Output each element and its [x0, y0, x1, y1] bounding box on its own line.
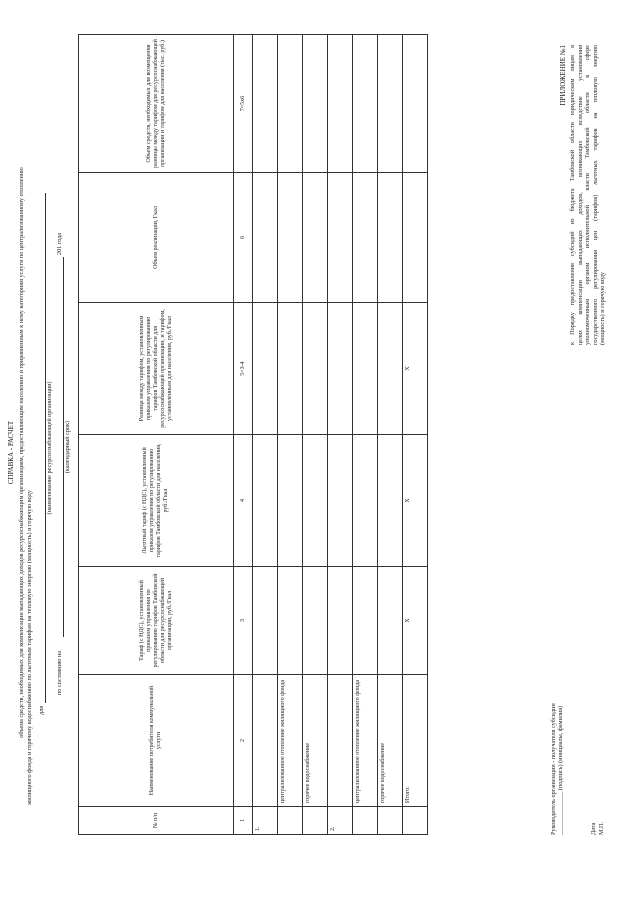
- value-cell: [378, 567, 403, 675]
- header-cell: Объем реализации, Гкал: [79, 173, 234, 303]
- value-cell: [328, 35, 353, 173]
- value-cell: [253, 435, 278, 567]
- period-caption: (календарный срок): [64, 420, 71, 474]
- header-cell: Льготный тариф (с НДС), установленный приказом управления по регулированию тарифов Тамбовской области для населения, руб./Гкал: [79, 435, 234, 567]
- column-number: 5=3-4: [234, 303, 253, 435]
- head-label: Руководитель организации - получателя субсидии: [550, 703, 557, 835]
- header-cell: Объем средств, необходимых для возмещения разницы между тарифом для ресурсоснабжающей организации и тарифом для населения (тыс. руб.): [79, 35, 234, 173]
- column-number: 3: [234, 567, 253, 675]
- value-cell: Х: [403, 303, 428, 435]
- consumer-name-cell: горячее водоснабжение: [378, 675, 403, 807]
- sign-caption-text: (подпись) (инициалы, фамилия): [557, 705, 565, 791]
- column-number: 7=5х6: [234, 35, 253, 173]
- value-cell: [303, 567, 328, 675]
- value-cell: [303, 173, 328, 303]
- value-cell: [303, 435, 328, 567]
- value-cell: Х: [403, 435, 428, 567]
- value-cell: [253, 35, 278, 173]
- column-number-row: [234, 35, 253, 835]
- value-cell: [328, 435, 353, 567]
- row-number-cell: [303, 807, 328, 835]
- appendix-line: уполномоченным органом исполнительной власти Тамбовской области в сфере: [584, 45, 592, 345]
- column-number: 4: [234, 435, 253, 567]
- document-subtitle-2: жилищного фонда и горячему водоснабжению по льготным тарифам на тепловую энергию (мощность) и горячую воду: [26, 490, 33, 805]
- document-title: СПРАВКА - РАСЧЕТ: [7, 420, 15, 485]
- row-number-cell: [353, 807, 378, 835]
- column-number: 2: [234, 675, 253, 807]
- sign-caption: ______________ (подпись) (инициалы, фамилия): [557, 705, 565, 835]
- value-cell: [278, 435, 303, 567]
- consumer-name-cell: Итого:: [403, 675, 428, 807]
- stamp-label: М.П.: [598, 821, 605, 835]
- value-cell: [403, 35, 428, 173]
- value-cell: [303, 303, 328, 435]
- value-cell: [253, 303, 278, 435]
- as-of-label: по состоянию на: [56, 651, 63, 695]
- header-cell: Разница между тарифом, установленным приказом управления по регулированию тарифов Тамбовской области для ресурсоснабжающей организации, и тарифом, установленным для населения, руб./Гкал: [79, 303, 234, 435]
- value-cell: [328, 173, 353, 303]
- value-cell: [378, 303, 403, 435]
- appendix-title: ПРИЛОЖЕНИЕ №1: [559, 45, 567, 106]
- row-number-cell: 1.: [253, 807, 278, 835]
- column-number: 6: [234, 173, 253, 303]
- value-cell: [278, 303, 303, 435]
- row-number-cell: 2.: [328, 807, 353, 835]
- value-cell: [328, 567, 353, 675]
- value-cell: [403, 173, 428, 303]
- table-header-row: [79, 35, 234, 835]
- header-cell: Тариф (с НДС), установленный приказом управления по регулированию тарифов Тамбовской области для ресурсоснабжающей организации, руб./Гкал: [79, 567, 234, 675]
- appendix-line: (мощность) и горячую воду: [599, 272, 607, 345]
- value-cell: [378, 173, 403, 303]
- consumer-name-cell: централизованное отопление жилищного фонда: [278, 675, 303, 807]
- row-number-cell: [378, 807, 403, 835]
- value-cell: [303, 35, 328, 173]
- document-subtitle: объема средств, необходимых для компенсации выпадающих доходов ресурсоснабжающим организациям, предоставляющим населению и приравненным к нему категориям услуги по централизованному отоплению: [18, 167, 25, 738]
- footer-block: [550, 703, 565, 835]
- row-number-cell: [403, 807, 428, 835]
- value-cell: [378, 35, 403, 173]
- consumer-name-cell: [253, 675, 278, 807]
- row-number-cell: [278, 807, 303, 835]
- value-cell: [278, 173, 303, 303]
- table-row: [403, 35, 428, 835]
- header-cell: Наименование потребителя коммунальной услуги: [79, 675, 234, 807]
- date-label: Дата: [590, 822, 597, 835]
- year-label: 201 года: [56, 232, 63, 255]
- calculation-table: [78, 34, 428, 835]
- consumer-name-cell: централизованное отопление жилищного фонда: [353, 675, 378, 807]
- value-cell: [353, 435, 378, 567]
- appendix-block: [560, 45, 606, 345]
- appendix-line: к Порядку предоставления субсидий из бюджета Тамбовской области юридическим лицам в: [569, 45, 577, 345]
- org-caption: (наименование ресурсоснабжающей организации): [46, 381, 53, 515]
- value-cell: [278, 567, 303, 675]
- table-row: [328, 35, 353, 835]
- appendix-line: государственного регулирования цен (тарифов) льготных тарифов на тепловую энергию: [591, 45, 599, 345]
- for-label: для: [38, 705, 45, 715]
- value-cell: Х: [403, 567, 428, 675]
- value-cell: [353, 303, 378, 435]
- value-cell: [353, 173, 378, 303]
- table-row: [278, 35, 303, 835]
- consumer-name-cell: [328, 675, 353, 807]
- value-cell: [353, 35, 378, 173]
- value-cell: [278, 35, 303, 173]
- value-cell: [253, 173, 278, 303]
- column-number: 1: [234, 807, 253, 835]
- value-cell: [328, 303, 353, 435]
- table-row: [253, 35, 278, 835]
- consumer-name-cell: горячее водоснабжение: [303, 675, 328, 807]
- value-cell: [378, 435, 403, 567]
- value-cell: [253, 567, 278, 675]
- table-body: [253, 35, 428, 835]
- value-cell: [353, 567, 378, 675]
- header-cell: № п/п: [79, 807, 234, 835]
- appendix-line: целях компенсации выпадающих доходов, возникающих вследствие установления: [576, 45, 584, 345]
- table-row: [353, 35, 378, 835]
- table-row: [378, 35, 403, 835]
- table-row: [303, 35, 328, 835]
